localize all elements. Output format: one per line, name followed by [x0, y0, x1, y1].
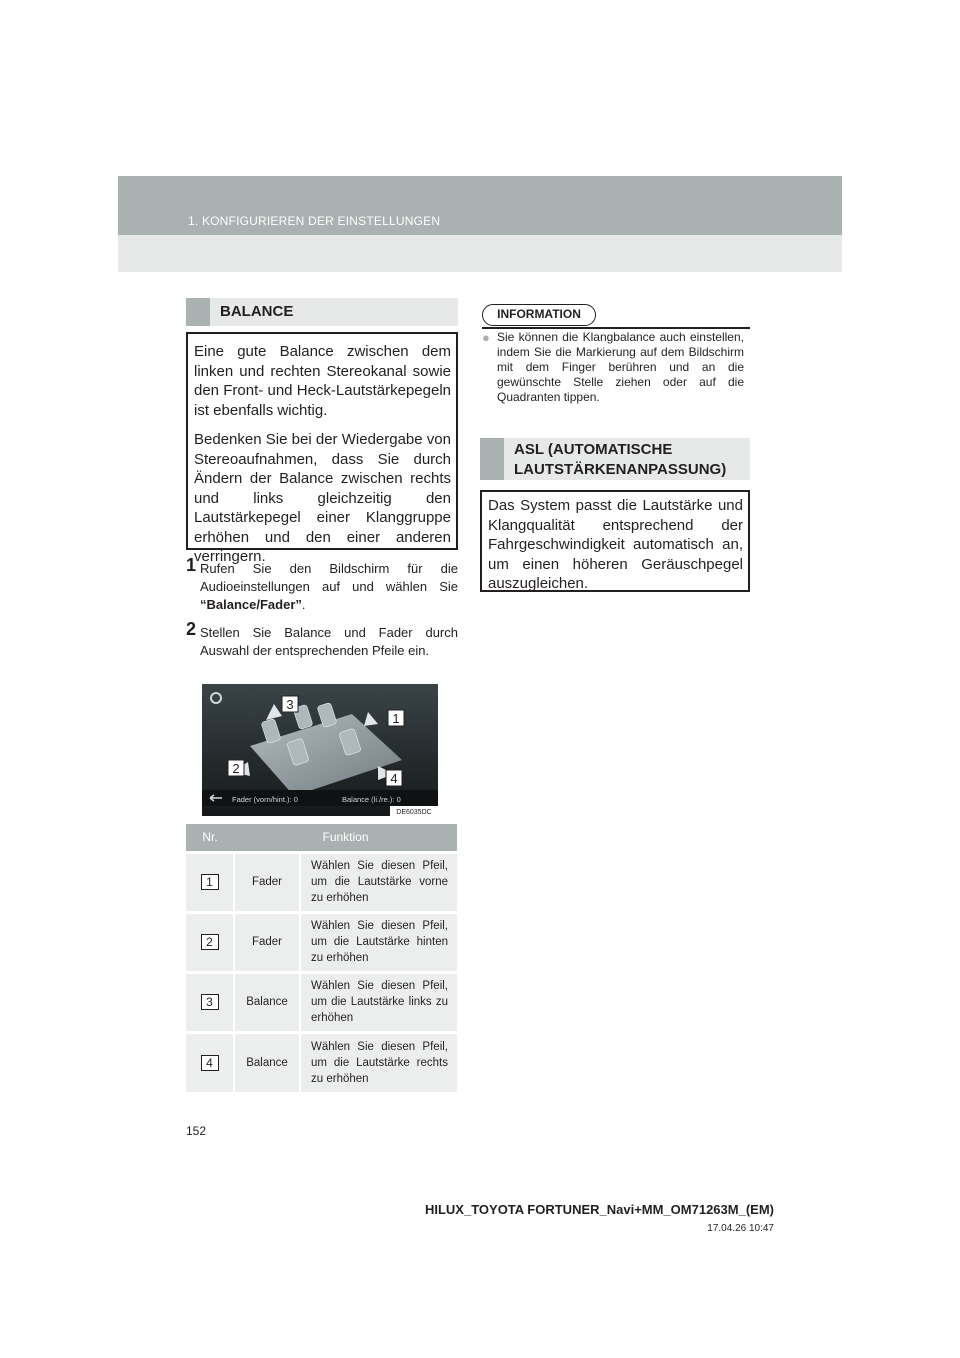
information-divider: [482, 327, 750, 329]
callout-3: [282, 696, 298, 712]
svg-text:1: 1: [392, 711, 400, 726]
row-name: Fader: [234, 852, 300, 912]
function-table: [186, 824, 457, 1092]
row-description: Wählen Sie diesen Pfeil, um die Lautstärke vorne zu erhöhen: [300, 852, 457, 912]
step-1: 1 Rufen Sie den Bildschirm für die Audioeinstellungen auf und wählen Sie “Balance/Fader”.: [186, 555, 458, 612]
step-1-bold: “Balance/Fader”: [200, 597, 302, 612]
information-label: INFORMATION: [482, 304, 596, 326]
row-name: Balance: [234, 972, 300, 1032]
balance-paragraph-2: Bedenken Sie bei der Wiedergabe von Stereoaufnahmen, dass Sie durch Ändern der Balance zwischen rechts und links gleichzeitig den Lautstärkepegel einer Klanggruppe erhöhen und den einer anderen verringern.: [194, 431, 451, 565]
row-number: 2: [201, 934, 219, 950]
table-row: [186, 972, 457, 1032]
row-number: 1: [201, 874, 219, 890]
page-number: 152: [186, 1124, 207, 1138]
svg-text:3: 3: [286, 697, 294, 712]
svg-text:2: 2: [232, 761, 240, 776]
information-text: Sie können die Klangbalance auch einstellen, indem Sie die Markierung auf dem Bildschirm mit dem Finger berühren und an die gewünschte Stelle ziehen oder auf die Quadranten tippen.: [497, 330, 744, 404]
balance-value-label: Balance (li./re.): 0: [342, 795, 401, 804]
table-row: [186, 1032, 457, 1092]
callout-4: [386, 770, 402, 786]
document-timestamp: 17.04.26 10:47: [707, 1223, 774, 1234]
row-name: Fader: [234, 912, 300, 972]
asl-title-line-1: ASL (AUTOMATISCHE: [514, 441, 673, 458]
row-number: 3: [201, 994, 219, 1010]
table-row: [186, 912, 457, 972]
row-number: 4: [201, 1055, 219, 1071]
step-1-text: Rufen Sie den Bildschirm für die Audioeinstellungen auf und wählen Sie: [200, 561, 458, 594]
balance-paragraph-1: Eine gute Balance zwischen dem linken und rechten Stereokanal sowie den Front- und Heck-Lautstärkepegeln ist ebenfalls wichtig.: [194, 343, 451, 419]
step-1-number: 1: [186, 555, 197, 575]
row-description: Wählen Sie diesen Pfeil, um die Lautstärke hinten zu erhöhen: [300, 912, 457, 972]
image-code: DE6035DC: [396, 809, 432, 816]
step-2-number: 2: [186, 619, 197, 639]
balance-fader-illustration: [202, 684, 438, 816]
document-code: HILUX_TOYOTA FORTUNER_Navi+MM_OM71263M_(EM): [424, 1202, 774, 1217]
step-2: [186, 619, 458, 660]
callout-1: [388, 710, 404, 726]
chapter-header-bar: [118, 176, 842, 235]
balance-description-box: [186, 332, 458, 565]
bullet-icon: ●: [482, 330, 490, 345]
svg-text:4: 4: [390, 771, 398, 786]
table-row: [186, 852, 457, 912]
chapter-header: [118, 176, 842, 272]
step-2-text: Stellen Sie Balance und Fader durch Auswahl der entsprechenden Pfeile ein.: [200, 625, 458, 658]
chapter-title: 1. KONFIGURIEREN DER EINSTELLUNGEN: [188, 214, 441, 228]
asl-text: Das System passt die Lautstärke und Klangqualität entsprechend der Fahrgeschwindigkeit automatisch an, um einen höheren Geräuschpegel auszugleichen.: [488, 497, 743, 592]
row-description: Wählen Sie diesen Pfeil, um die Lautstärke links zu erhöhen: [300, 972, 457, 1032]
balance-title: BALANCE: [220, 303, 294, 320]
callout-2: [228, 760, 244, 776]
asl-section-title: [480, 438, 750, 480]
table-header-funktion: Funktion: [234, 824, 457, 852]
asl-description-box: [480, 490, 750, 592]
asl-title-line-2: LAUTSTÄRKENANPASSUNG): [514, 461, 727, 478]
information-item: [482, 330, 744, 405]
balance-fader-screenshot: [202, 684, 438, 816]
row-description: Wählen Sie diesen Pfeil, um die Lautstärke rechts zu erhöhen: [300, 1032, 457, 1092]
fader-value-label: Fader (vorn/hint.): 0: [232, 795, 298, 804]
row-name: Balance: [234, 1032, 300, 1092]
balance-section-title: [186, 298, 458, 326]
table-header-nr: Nr.: [186, 824, 234, 852]
